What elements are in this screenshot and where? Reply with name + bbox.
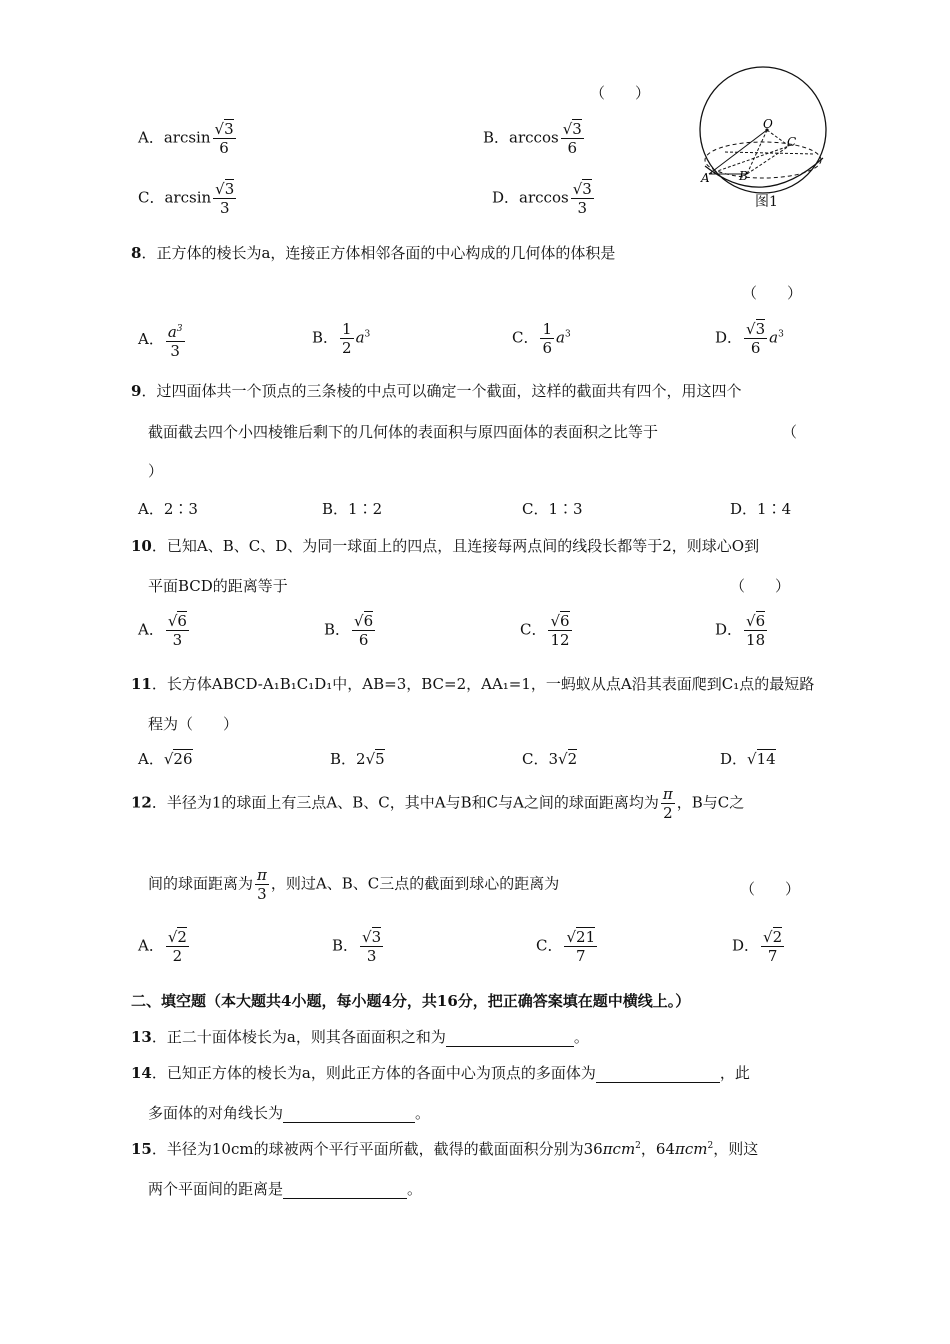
q10-stem-line2: 平面BCD的距离等于 xyxy=(148,577,288,595)
option-label: B． xyxy=(312,328,339,347)
fraction: $\frac{√6}{18}$ xyxy=(746,612,766,649)
q15-stem-line2: 两个平面间的距离是 。 xyxy=(148,1180,423,1198)
fraction: $\frac{√2}{7}$ xyxy=(763,928,783,965)
question-number: 12 xyxy=(131,793,152,812)
fraction: $\frac{√3}{3}$ xyxy=(215,180,235,217)
func-name: arcsin xyxy=(163,128,211,147)
q12-stem-line1: 12．半径为1的球面上有三点A、B、C，其中A与B和C与A之间的球面距离均为 $\frac{\pi}{2}$ ，B与C之 xyxy=(131,785,745,822)
fraction: $\frac{√2}{2}$ xyxy=(167,928,187,965)
fraction: $\frac{√21}{7}$ xyxy=(566,928,596,965)
label-C: C xyxy=(787,135,797,149)
q10-answer-paren: （ ） xyxy=(730,577,791,595)
q11-option-c[interactable]: C．3√2 xyxy=(522,750,578,768)
option-label: B． xyxy=(330,750,357,768)
section-heading: 二、填空题（本大题共4小题，每小题4分，共16分，把正确答案填在题中横线上。） xyxy=(131,992,691,1010)
option-label: C． xyxy=(520,620,547,639)
q9-option-a[interactable]: A．2∶3 xyxy=(138,500,198,518)
question-text: ．正二十面体棱长为a，则其各面面积之和为 xyxy=(151,1028,446,1046)
fraction: $\frac{1}{2}$ xyxy=(342,320,352,357)
fraction: $\frac{√6}{6}$ xyxy=(354,612,374,649)
question-number: 10 xyxy=(131,537,152,555)
q12-option-d[interactable] xyxy=(732,928,786,965)
answer-blank[interactable] xyxy=(446,1030,574,1047)
q11-option-d[interactable]: D．√14 xyxy=(720,750,776,768)
question-text: ．半径为10cm的球被两个平行平面所截，截得的截面面积分别为36 xyxy=(151,1140,603,1158)
fraction: $\frac{√3}{3}$ xyxy=(362,928,382,965)
question-number: 15 xyxy=(131,1140,152,1158)
question-text: ．长方体ABCD-A₁B₁C₁D₁中，AB=3，BC=2，AA₁=1，一蚂蚁从点A沿其表面爬到C₁点的最短路 xyxy=(151,675,815,693)
q12-option-a[interactable] xyxy=(138,928,191,965)
fraction-pi-2: $\frac{\pi}{2}$ xyxy=(662,785,673,822)
option-label: A． xyxy=(138,750,164,768)
label-A: A xyxy=(701,171,710,185)
fraction: $\frac{√6}{3}$ xyxy=(167,612,187,649)
sphere-figure xyxy=(695,62,835,212)
fraction: $\frac{√3}{6}$ xyxy=(562,120,582,157)
q9-stem-line1 xyxy=(131,380,741,401)
question-text: ．过四面体共一个顶点的三条棱的中点可以确定一个截面，这样的截面共有四个，用这四个 xyxy=(141,382,742,400)
radicand: 5 xyxy=(375,750,385,768)
fraction: $\frac{√6}{12}$ xyxy=(550,612,570,649)
q7-option-c[interactable] xyxy=(138,180,238,217)
figure-caption: 图1 xyxy=(755,194,778,210)
q12-option-c[interactable] xyxy=(536,928,599,965)
radicand: 2 xyxy=(567,750,578,768)
option-label: C． xyxy=(522,750,549,768)
option-label: D． xyxy=(715,328,743,347)
q7-option-b[interactable] xyxy=(483,120,586,157)
label-B: B xyxy=(739,169,748,183)
q8-option-b[interactable]: B． $\frac{1}{2}$ $a^3$ xyxy=(312,320,371,357)
question-number: 9 xyxy=(131,382,142,400)
fraction: $\frac{a^3}{3}$ xyxy=(166,320,185,360)
q13-stem: 13．正二十面体棱长为a，则其各面面积之和为 。 xyxy=(131,1028,589,1046)
option-label: B． xyxy=(324,620,351,639)
option-label: C． xyxy=(536,936,563,955)
q10-option-d[interactable] xyxy=(715,612,769,649)
option-label: D． xyxy=(715,620,743,639)
q8-option-d[interactable]: D． $\frac{√3}{6}$ $a^3$ xyxy=(715,320,784,357)
q7-option-d[interactable] xyxy=(492,180,596,217)
option-label: A． xyxy=(138,330,164,348)
option-label: D． xyxy=(492,188,520,207)
q9-option-b[interactable]: B．1∶2 xyxy=(322,500,383,518)
q9-option-c[interactable]: C．1∶3 xyxy=(522,500,583,518)
fraction-pi-3: $\frac{\pi}{3}$ xyxy=(257,866,267,903)
option-label: D． xyxy=(720,750,748,768)
q11-stem-line1 xyxy=(131,673,814,694)
option-label: D． xyxy=(732,936,760,955)
q10-option-a[interactable] xyxy=(138,612,191,649)
q8-option-a[interactable] xyxy=(138,320,187,360)
func-name: arcsin xyxy=(164,188,212,207)
question-text: ．已知正方体的棱长为a，则此正方体的各面中心为顶点的多面体为 xyxy=(151,1064,596,1082)
question-text: ．正方体的棱长为a，连接正方体相邻各面的中心构成的几何体的体积是 xyxy=(141,244,616,262)
q9-stem-line2: 截面截去四个小四棱锥后剩下的几何体的表面积与原四面体的表面积之比等于 xyxy=(148,423,659,441)
q12-answer-paren: （ ） xyxy=(740,880,801,898)
question-text: ．已知A、B、C、D、为同一球面上的四点，且连接每两点间的线段长都等于2，则球心O到 xyxy=(151,537,760,555)
answer-blank[interactable] xyxy=(283,1182,407,1199)
option-label: A． xyxy=(138,128,164,147)
question-number: 14 xyxy=(131,1064,152,1082)
radicand: 14 xyxy=(756,750,776,768)
fraction: $\frac{√3}{6}$ xyxy=(214,120,234,157)
option-label: A． xyxy=(138,620,164,639)
q8-stem xyxy=(131,242,615,263)
label-O: O xyxy=(763,117,773,131)
func-name: arccos xyxy=(519,188,569,207)
answer-blank[interactable] xyxy=(283,1106,415,1123)
q9-paren-close: ） xyxy=(148,462,164,480)
option-label: B． xyxy=(483,128,510,147)
q8-option-c[interactable]: C． $\frac{1}{6}$ $a^3$ xyxy=(512,320,571,357)
option-label: C． xyxy=(138,188,165,207)
option-label: C． xyxy=(512,328,539,347)
option-label: B． xyxy=(332,936,359,955)
option-label: A． xyxy=(138,936,164,955)
q7-option-a[interactable] xyxy=(138,120,238,157)
question-text: ．半径为1的球面上有三点A、B、C，其中A与B和C与A之间的球面距离均为 xyxy=(151,793,659,812)
q9-option-d[interactable]: D．1∶4 xyxy=(730,500,792,518)
q12-option-b[interactable] xyxy=(332,928,385,965)
question-number: 8 xyxy=(131,244,142,262)
q15-stem-line1: 15．半径为10cm的球被两个平行平面所截，截得的截面面积分别为36πcm$^2$，64πcm$^2$，则这 xyxy=(131,1140,759,1158)
radicand: 26 xyxy=(173,750,193,768)
q14-stem-line2: 多面体的对角线长为 。 xyxy=(148,1104,431,1122)
q10-stem-line1 xyxy=(131,535,759,556)
answer-blank[interactable] xyxy=(596,1066,720,1083)
q8-answer-paren: （ ） xyxy=(742,284,803,302)
q7-answer-paren: （ ） xyxy=(590,84,651,102)
question-number: 11 xyxy=(131,675,152,693)
q9-paren-open: （ xyxy=(782,423,798,441)
fraction: $\frac{1}{6}$ xyxy=(542,320,553,357)
q14-stem-line1: 14．已知正方体的棱长为a，则此正方体的各面中心为顶点的多面体为 ，此 xyxy=(131,1064,750,1082)
q10-option-c[interactable] xyxy=(520,612,574,649)
question-number: 13 xyxy=(131,1028,152,1046)
q10-option-b[interactable] xyxy=(324,612,377,649)
fraction: $\frac{√3}{3}$ xyxy=(572,180,592,217)
q11-option-b[interactable]: B．2√5 xyxy=(330,750,385,768)
q11-option-a[interactable]: A．√26 xyxy=(138,750,193,768)
func-name: arccos xyxy=(509,128,559,147)
q11-stem-line2: 程为（ ） xyxy=(148,715,239,733)
q12-stem-line2: 间的球面距离为 $\frac{\pi}{3}$ ，则过A、B、C三点的截面到球心的距离为 xyxy=(148,866,560,903)
fraction: $\frac{√3}{6}$ xyxy=(746,320,766,357)
